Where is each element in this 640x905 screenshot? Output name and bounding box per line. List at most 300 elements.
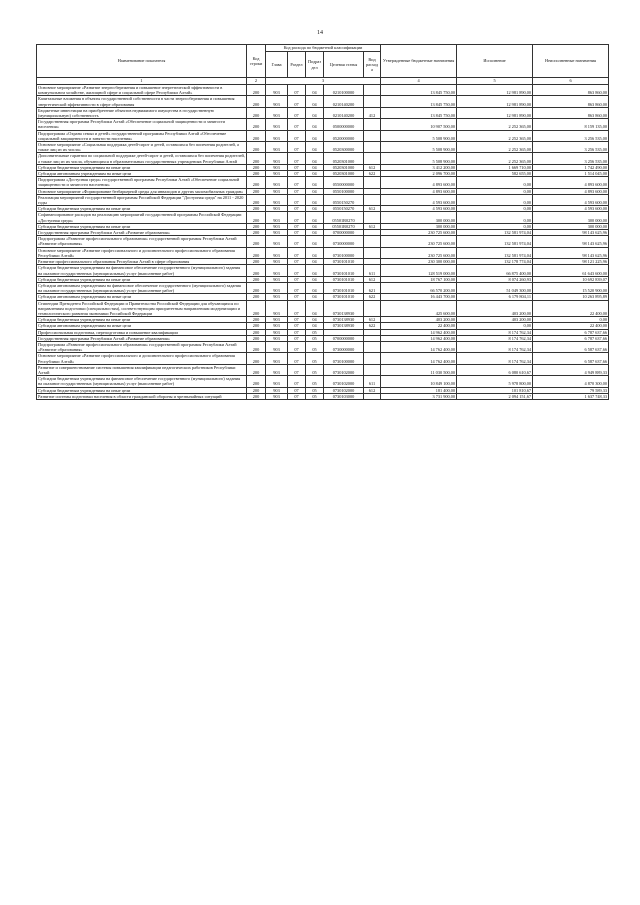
row-code: 200 — [247, 387, 266, 393]
row-razdel: 07 — [288, 376, 306, 387]
row-glava: 903 — [266, 119, 288, 130]
row-vid: 611 — [364, 265, 381, 276]
table-row — [37, 393, 609, 399]
row-target: 05501R0270 — [324, 212, 364, 223]
row-code: 200 — [247, 236, 266, 247]
row-target: 0730102000 — [324, 364, 364, 375]
row-glava: 903 — [266, 230, 288, 236]
row-razdel: 07 — [288, 323, 306, 329]
row-target: 05501R0270 — [324, 223, 364, 229]
row-unexecuted: 4 870 300,00 — [533, 376, 609, 387]
row-vid — [364, 236, 381, 247]
row-razdel: 07 — [288, 212, 306, 223]
row-approved: 3 412 200,00 — [381, 164, 457, 170]
row-executed: 0,00 — [457, 206, 533, 212]
table-row — [37, 130, 609, 141]
row-unexecuted: 10 263 895,89 — [533, 294, 609, 300]
row-target: 0730101010 — [324, 294, 364, 300]
row-executed: 51 049 300,00 — [457, 282, 533, 293]
row-approved: 230 300 000,00 — [381, 259, 457, 265]
row-podrazdel: 04 — [306, 130, 324, 141]
table-row — [37, 282, 609, 293]
row-target: 0730101010 — [324, 265, 364, 276]
row-glava: 903 — [266, 387, 288, 393]
row-podrazdel: 04 — [306, 247, 324, 258]
row-approved: 425 600,00 — [381, 300, 457, 317]
row-executed: 8 174 762,34 — [457, 353, 533, 364]
col-number: 5 — [457, 78, 533, 85]
header-podrazdel: Подраз дел — [306, 52, 324, 78]
row-razdel: 07 — [288, 282, 306, 293]
table-row — [37, 119, 609, 130]
row-name: Развитие системы подготовки населения в области гражданской обороны и чрезвычайных ситуаций — [37, 393, 247, 399]
row-code: 200 — [247, 335, 266, 341]
row-code: 200 — [247, 364, 266, 375]
row-vid: 611 — [364, 376, 381, 387]
row-unexecuted: 98 143 625,96 — [533, 236, 609, 247]
row-podrazdel: 04 — [306, 194, 324, 205]
row-glava: 903 — [266, 236, 288, 247]
row-executed: 2 252 365,00 — [457, 119, 533, 130]
row-vid — [364, 85, 381, 96]
row-vid — [364, 177, 381, 188]
row-code: 200 — [247, 329, 266, 335]
row-podrazdel: 04 — [306, 300, 324, 317]
row-podrazdel: 04 — [306, 188, 324, 194]
row-razdel: 07 — [288, 194, 306, 205]
row-executed: 8 174 762,34 — [457, 335, 533, 341]
row-glava: 903 — [266, 85, 288, 96]
row-approved: 230 725 600,00 — [381, 230, 457, 236]
row-target: 0550150270 — [324, 194, 364, 205]
col-number: 6 — [533, 78, 609, 85]
row-approved: 13 845 750,00 — [381, 85, 457, 96]
row-code: 200 — [247, 130, 266, 141]
col-number: 2 — [247, 78, 266, 85]
row-name: Софинансирование расходов на реализацию мероприятий государственной программы Российской Федерации «Доступная среда» — [37, 212, 247, 223]
row-target: 0700000000 — [324, 335, 364, 341]
row-glava: 903 — [266, 223, 288, 229]
row-unexecuted: 6 787 637,66 — [533, 335, 609, 341]
row-code: 200 — [247, 194, 266, 205]
row-executed: 12 981 890,00 — [457, 85, 533, 96]
row-approved: 5 508 900,00 — [381, 153, 457, 164]
row-name: Основное мероприятие «Формирование безбарьерной среды для инвалидов и других маломобильных граждан» — [37, 188, 247, 194]
row-glava: 903 — [266, 194, 288, 205]
row-approved: 4 593 600,00 — [381, 194, 457, 205]
row-approved: 13 845 750,00 — [381, 107, 457, 118]
row-code: 200 — [247, 177, 266, 188]
col-number: 3 — [266, 78, 381, 85]
row-razdel: 07 — [288, 119, 306, 130]
row-podrazdel: 04 — [306, 294, 324, 300]
row-approved: 4 893 600,00 — [381, 177, 457, 188]
row-code: 200 — [247, 230, 266, 236]
row-vid — [364, 364, 381, 375]
header-glava: Глава — [266, 52, 288, 78]
row-podrazdel: 04 — [306, 230, 324, 236]
row-executed: 2 252 365,00 — [457, 142, 533, 153]
row-target: 0700000000 — [324, 230, 364, 236]
row-code: 200 — [247, 171, 266, 177]
row-approved: 3 731 900,00 — [381, 393, 457, 399]
row-approved: 4 893 600,00 — [381, 188, 457, 194]
row-glava: 903 — [266, 153, 288, 164]
row-vid — [364, 194, 381, 205]
table-row — [37, 107, 609, 118]
row-approved: 14 962 400,00 — [381, 335, 457, 341]
col-number: 1 — [37, 78, 247, 85]
row-code: 200 — [247, 107, 266, 118]
row-target: 0730101010 — [324, 259, 364, 265]
row-target: 0730000000 — [324, 341, 364, 352]
row-vid — [364, 300, 381, 317]
row-name: Основное мероприятие «Развитие энергосбережения и повышение энергетической эффективности в коммунальном хозяйстве, жилищной сфере и социальной сфере Республики Алтай» — [37, 85, 247, 96]
row-code: 200 — [247, 85, 266, 96]
row-target: 0550000000 — [324, 177, 364, 188]
row-glava: 903 — [266, 107, 288, 118]
row-name: Субсидии бюджетным учреждениям на иные цели — [37, 317, 247, 323]
row-razdel: 07 — [288, 265, 306, 276]
row-glava: 903 — [266, 323, 288, 329]
row-name: Субсидии автономным учреждениям на иные цели — [37, 294, 247, 300]
row-unexecuted: 1 637 748,33 — [533, 393, 609, 399]
row-executed: 0,00 — [457, 223, 533, 229]
row-name: Основное мероприятие «Социальная поддержка детей-сирот и детей, оставшихся без попечения родителей, а также лиц из их числа» — [37, 142, 247, 153]
header-approved: Утвержденные бюджетные назначения — [381, 45, 457, 78]
row-razdel: 07 — [288, 276, 306, 282]
row-target: 0730101010 — [324, 276, 364, 282]
row-unexecuted: 4 593 600,00 — [533, 194, 609, 205]
row-podrazdel: 04 — [306, 171, 324, 177]
row-razdel: 07 — [288, 364, 306, 375]
row-podrazdel: 05 — [306, 335, 324, 341]
row-approved: 66 570 200,00 — [381, 282, 457, 293]
row-target: 0550150270 — [324, 206, 364, 212]
row-target: 0730000000 — [324, 236, 364, 247]
row-vid — [364, 212, 381, 223]
row-code: 200 — [247, 188, 266, 194]
table-row — [37, 85, 609, 96]
row-glava: 903 — [266, 188, 288, 194]
row-vid: 622 — [364, 323, 381, 329]
row-razdel: 07 — [288, 230, 306, 236]
row-code: 200 — [247, 341, 266, 352]
row-podrazdel: 04 — [306, 206, 324, 212]
row-approved: 230 725 600,00 — [381, 247, 457, 258]
row-target: 0520301000 — [324, 171, 364, 177]
row-razdel: 07 — [288, 247, 306, 258]
row-podrazdel: 04 — [306, 153, 324, 164]
row-executed: 132 581 974,04 — [457, 247, 533, 258]
row-executed: 0,00 — [457, 194, 533, 205]
row-razdel: 07 — [288, 294, 306, 300]
row-vid — [364, 130, 381, 141]
row-vid: 412 — [364, 107, 381, 118]
row-executed: 2 094 151,67 — [457, 393, 533, 399]
row-glava: 903 — [266, 294, 288, 300]
row-unexecuted: 863 860,00 — [533, 107, 609, 118]
row-unexecuted: 6 587 637,66 — [533, 353, 609, 364]
row-glava: 903 — [266, 265, 288, 276]
row-executed: 12 981 890,00 — [457, 107, 533, 118]
row-target: 0730102000 — [324, 387, 364, 393]
table-row — [37, 300, 609, 317]
row-target: 0520300000 — [324, 142, 364, 153]
row-approved: 14 962 400,00 — [381, 329, 457, 335]
table-row — [37, 376, 609, 387]
row-code: 200 — [247, 223, 266, 229]
row-executed: 6 179 804,11 — [457, 294, 533, 300]
row-target: 0520301000 — [324, 164, 364, 170]
header-razdel: Раздел — [288, 52, 306, 78]
row-podrazdel: 04 — [306, 85, 324, 96]
row-unexecuted: 98 143 625,96 — [533, 230, 609, 236]
row-vid: 612 — [364, 223, 381, 229]
row-code: 200 — [247, 96, 266, 107]
row-executed: 0,00 — [457, 177, 533, 188]
row-target: 0730138930 — [324, 300, 364, 317]
row-podrazdel: 04 — [306, 164, 324, 170]
row-name: Субсидии бюджетным учреждениям на финансовое обеспечение государственного (муниципального) задания на оказание государственных (муниципальных) услуг (выполнение работ) — [37, 265, 247, 276]
row-approved: 14 762 400,00 — [381, 341, 457, 352]
row-razdel: 07 — [288, 85, 306, 96]
row-name: Реализация мероприятий государственной программы Российской Федерации "Доступная среда" на 2011 - 2020 годы — [37, 194, 247, 205]
row-glava: 903 — [266, 364, 288, 375]
row-approved: 300 000,00 — [381, 223, 457, 229]
row-razdel: 07 — [288, 341, 306, 352]
row-glava: 903 — [266, 329, 288, 335]
table-row — [37, 341, 609, 352]
row-razdel: 07 — [288, 206, 306, 212]
row-executed: 8 074 260,93 — [457, 276, 533, 282]
row-razdel: 07 — [288, 259, 306, 265]
row-glava: 903 — [266, 247, 288, 258]
row-unexecuted: 4 949 889,33 — [533, 364, 609, 375]
row-vid — [364, 119, 381, 130]
row-glava: 903 — [266, 393, 288, 399]
row-glava: 903 — [266, 259, 288, 265]
row-razdel: 07 — [288, 153, 306, 164]
row-unexecuted: 300 000,00 — [533, 212, 609, 223]
row-vid — [364, 247, 381, 258]
row-unexecuted: 4 893 600,00 — [533, 177, 609, 188]
row-name: Государственная программа Республики Алтай «Развитие образования» — [37, 230, 247, 236]
row-code: 200 — [247, 317, 266, 323]
row-unexecuted: 300 000,00 — [533, 223, 609, 229]
row-approved: 13 845 750,00 — [381, 96, 457, 107]
row-target: 0730138930 — [324, 317, 364, 323]
row-glava: 903 — [266, 282, 288, 293]
table-body — [37, 85, 609, 400]
row-vid: 612 — [364, 276, 381, 282]
row-razdel: 07 — [288, 353, 306, 364]
table-row — [37, 236, 609, 247]
row-vid: 622 — [364, 294, 381, 300]
row-name: Подпрограмма «Развитие профессионального образования» государственной программы Республики Алтай «Развитие образования» — [37, 236, 247, 247]
row-executed: 5 978 800,00 — [457, 376, 533, 387]
row-vid: 612 — [364, 164, 381, 170]
row-approved: 300 000,00 — [381, 212, 457, 223]
row-name: Подпрограмма «Развитие профессионального образования» государственной программы Республики Алтай «Развитие образования» — [37, 341, 247, 352]
row-vid — [364, 142, 381, 153]
row-name: Бюджетные инвестиции на приобретение объектов недвижимого имущества в государственную (муниципальную) собственность — [37, 107, 247, 118]
row-code: 200 — [247, 300, 266, 317]
row-code: 200 — [247, 119, 266, 130]
table-row — [37, 265, 609, 276]
row-target: 0210140200 — [324, 96, 364, 107]
table-row — [37, 247, 609, 258]
table-row — [37, 364, 609, 375]
row-code: 200 — [247, 265, 266, 276]
row-glava: 903 — [266, 317, 288, 323]
row-vid — [364, 96, 381, 107]
row-target: 0730100000 — [324, 247, 364, 258]
row-podrazdel: 05 — [306, 387, 324, 393]
row-razdel: 07 — [288, 188, 306, 194]
row-target: 0730100000 — [324, 353, 364, 364]
row-name: Стипендии Президента Российской Федерации и Правительства Российской Федерации для обучающихся по направлениям подготовки (специальностям), соответствующим приоритетным направлениям модернизации и технологического развития экономики Российской Федерации — [37, 300, 247, 317]
header-executed: Исполнение — [457, 45, 533, 78]
row-executed: 8 174 762,34 — [457, 341, 533, 352]
row-code: 200 — [247, 393, 266, 399]
row-razdel: 07 — [288, 171, 306, 177]
row-executed: 0,00 — [457, 212, 533, 223]
row-approved: 230 725 600,00 — [381, 236, 457, 247]
row-unexecuted: 1 514 045,00 — [533, 171, 609, 177]
row-target: 0730138930 — [324, 323, 364, 329]
row-target: 0520000000 — [324, 130, 364, 141]
header-target: Целевая статья — [324, 52, 364, 78]
row-name: Субсидии автономным учреждениям на иные цели — [37, 323, 247, 329]
page-number: 14 — [317, 30, 323, 36]
row-executed: 2 252 365,00 — [457, 153, 533, 164]
row-target: 0550100000 — [324, 188, 364, 194]
row-code: 200 — [247, 276, 266, 282]
row-approved: 11 030 500,00 — [381, 364, 457, 375]
row-executed: 6 080 610,67 — [457, 364, 533, 375]
row-unexecuted: 22 400,00 — [533, 300, 609, 317]
row-razdel: 07 — [288, 236, 306, 247]
row-podrazdel: 04 — [306, 223, 324, 229]
row-podrazdel: 05 — [306, 376, 324, 387]
row-podrazdel: 04 — [306, 119, 324, 130]
row-target: 0210140200 — [324, 107, 364, 118]
row-approved: 14 762 400,00 — [381, 353, 457, 364]
row-podrazdel: 04 — [306, 323, 324, 329]
table-row — [37, 194, 609, 205]
table-row — [37, 153, 609, 164]
row-approved: 5 508 900,00 — [381, 142, 457, 153]
row-glava: 903 — [266, 130, 288, 141]
row-executed: 132 581 974,04 — [457, 230, 533, 236]
col-number: 4 — [381, 78, 457, 85]
row-approved: 10 849 100,00 — [381, 376, 457, 387]
row-razdel: 07 — [288, 177, 306, 188]
row-vid — [364, 153, 381, 164]
table-row — [37, 142, 609, 153]
row-executed: 101 810,67 — [457, 387, 533, 393]
row-name: Основное мероприятие «Развитие профессионального и дополнительного профессионального образования Республики Алтай» — [37, 353, 247, 364]
row-razdel: 07 — [288, 223, 306, 229]
row-unexecuted: 61 643 600,00 — [533, 265, 609, 276]
row-glava: 903 — [266, 177, 288, 188]
row-podrazdel: 04 — [306, 177, 324, 188]
row-approved: 2 096 700,00 — [381, 171, 457, 177]
row-podrazdel: 04 — [306, 107, 324, 118]
row-podrazdel: 04 — [306, 276, 324, 282]
row-name: Дополнительные гарантии по социальной поддержке детей-сирот и детей, оставшихся без попечения родителей, а также лиц из их числа, обучающихся в образовательных государственных учреждениях Республики Алтай — [38, 153, 245, 164]
row-target: 0210100000 — [324, 85, 364, 96]
row-unexecuted: 1 742 490,00 — [533, 164, 609, 170]
row-approved: 128 519 000,00 — [381, 265, 457, 276]
row-name: Профессиональная подготовка, переподготовка и повышение квалификации — [37, 329, 247, 335]
row-glava: 903 — [266, 353, 288, 364]
row-unexecuted: 98 143 625,96 — [533, 247, 609, 258]
header-unexecuted: Неисполненные назначения — [533, 45, 609, 78]
row-target: 0730101010 — [324, 282, 364, 293]
row-podrazdel: 05 — [306, 329, 324, 335]
row-razdel: 07 — [288, 164, 306, 170]
row-approved: 181 400,00 — [381, 387, 457, 393]
row-code: 200 — [247, 206, 266, 212]
row-name: Государственная программа Республики Алтай «Обеспечение социальной защищенности и занятости населения» — [37, 119, 247, 130]
row-unexecuted: 4 593 600,00 — [533, 206, 609, 212]
row-executed: 8 174 762,34 — [457, 329, 533, 335]
row-approved: 16 443 700,00 — [381, 294, 457, 300]
row-name: Субсидии бюджетным учреждениям на иные цели — [37, 164, 247, 170]
row-glava: 903 — [266, 96, 288, 107]
row-name: Субсидии автономным учреждениям на иные цели — [37, 171, 247, 177]
row-unexecuted: 4 893 600,00 — [533, 188, 609, 194]
row-name: Развитие и совершенствование системы повышения квалификации педагогических работников Республики Алтай — [37, 364, 247, 375]
header-name: Наименование показателя — [37, 45, 247, 78]
row-podrazdel: 05 — [306, 341, 324, 352]
row-executed: 2 252 365,00 — [457, 130, 533, 141]
row-code: 200 — [247, 353, 266, 364]
row-vid: 612 — [364, 387, 381, 393]
budget-table — [36, 44, 609, 400]
row-name: Субсидии бюджетным учреждениям на финансовое обеспечение государственного (муниципального) задания на оказание государственных (муниципальных) услуг (выполнение работ) — [37, 376, 247, 387]
row-vid: 621 — [364, 282, 381, 293]
row-executed: 66 875 400,00 — [457, 265, 533, 276]
row-target: 0730102000 — [324, 376, 364, 387]
row-razdel: 07 — [288, 96, 306, 107]
row-executed: 403 200,00 — [457, 300, 533, 317]
row-unexecuted: 6 787 637,66 — [533, 329, 609, 335]
row-unexecuted: 863 860,00 — [533, 85, 609, 96]
row-glava: 903 — [266, 300, 288, 317]
row-unexecuted: 98 121 225,96 — [533, 259, 609, 265]
row-approved: 403 200,00 — [381, 317, 457, 323]
row-executed: 1 669 710,00 — [457, 164, 533, 170]
row-target: 0500000000 — [324, 119, 364, 130]
row-razdel: 07 — [288, 300, 306, 317]
row-executed: 12 981 890,00 — [457, 96, 533, 107]
row-approved: 4 593 600,00 — [381, 206, 457, 212]
row-code: 200 — [247, 142, 266, 153]
row-glava: 903 — [266, 206, 288, 212]
row-executed: 403 200,00 — [457, 317, 533, 323]
row-executed: 132 581 974,04 — [457, 236, 533, 247]
row-code: 200 — [247, 164, 266, 170]
row-glava: 903 — [266, 171, 288, 177]
row-name: Субсидии бюджетным учреждениям на иные цели — [37, 276, 247, 282]
row-glava: 903 — [266, 164, 288, 170]
row-target: 0520301000 — [324, 153, 364, 164]
row-podrazdel: 04 — [306, 317, 324, 323]
row-executed: 0,00 — [457, 323, 533, 329]
